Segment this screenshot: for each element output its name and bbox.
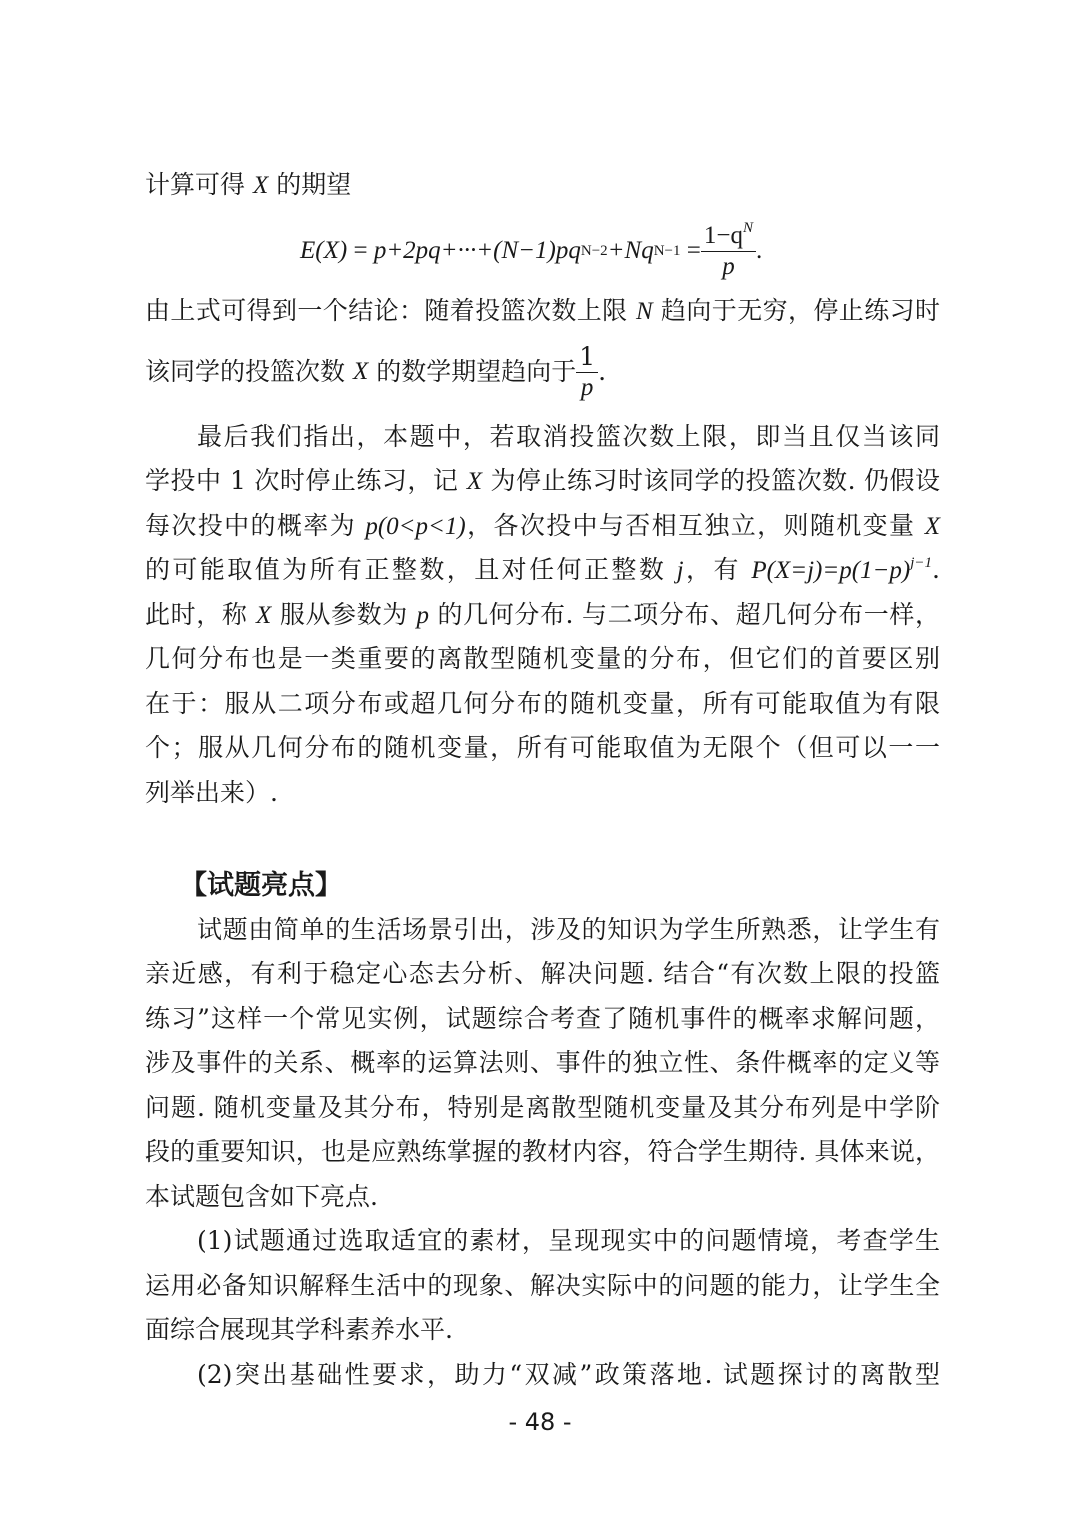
formula-fraction: $\frac{1-q^N}{p}$: [701, 221, 756, 282]
point1-line-2: 运用必备知识解释生活中的现象、解决实际中的问题的能力，让学生全: [145, 1271, 940, 1300]
para2-line-5: 此时，称 X 服从参数为 p 的几何分布. 与二项分布、超几何分布一样，: [145, 600, 940, 629]
section-heading: 【试题亮点】: [180, 870, 342, 901]
para2-line-3: 每次投中的概率为 p(0<p<1)，各次投中与否相互独立，则随机变量 X: [145, 511, 940, 540]
point1-line-3: 面综合展现其学科素养水平.: [145, 1315, 453, 1344]
para3-line-1: 试题由简单的生活场景引出，涉及的知识为学生所熟悉，让学生有: [197, 915, 940, 944]
para3-line-7: 本试题包含如下亮点.: [145, 1182, 378, 1211]
para3-line-4: 涉及事件的关系、概率的运算法则、事件的独立性、条件概率的定义等: [145, 1048, 940, 1077]
para3-line-2: 亲近感，有利于稳定心态去分析、解决问题. 结合“有次数上限的投篮: [145, 959, 940, 988]
para2-line-6: 几何分布也是一类重要的离散型随机变量的分布，但它们的首要区别: [145, 644, 940, 673]
page-number: - 48 -: [508, 1408, 572, 1436]
limit-fraction: $\frac{1}{p}$: [576, 342, 598, 403]
para2-line-2: 学投中 1 次时停止练习，记 X 为停止练习时该同学的投篮次数. 仍假设: [145, 466, 940, 495]
conclusion-line-1: 由上式可得到一个结论：随着投篮次数上限 N 趋向于无穷，停止练习时: [145, 296, 940, 325]
conclusion-line-2: 该同学的投篮次数 X 的数学期望趋向于 $\frac{1}{p}$ .: [145, 341, 607, 401]
para3-line-3: 练习”这样一个常见实例，试题综合考查了随机事件的概率求解问题，: [145, 1004, 940, 1033]
para3-line-5: 问题. 随机变量及其分布，特别是离散型随机变量及其分布列是中学阶: [145, 1093, 940, 1122]
para2-line-8: 个；服从几何分布的随机变量，所有可能取值为无限个（但可以一一: [145, 733, 940, 762]
expectation-formula: E(X) = p+2pq+···+(N−1)pq N−2 +Nq N−1 = $\frac{1-q^N}{p}$ .: [300, 219, 763, 280]
para2-line-1: 最后我们指出，本题中，若取消投篮次数上限，即当且仅当该同: [197, 422, 940, 451]
para2-line-7: 在于：服从二项分布或超几何分布的随机变量，所有可能取值为有限: [145, 689, 940, 718]
para2-line-9: 列举出来）.: [145, 778, 278, 807]
point1-line-1: (1)试题通过选取适宜的素材，呈现现实中的问题情境，考查学生: [197, 1226, 940, 1255]
intro-line: 计算可得 X 的期望: [145, 170, 352, 199]
para3-line-6: 段的重要知识，也是应熟练掌握的教材内容，符合学生期待. 具体来说，: [145, 1137, 940, 1166]
point2-line-1: (2)突出基础性要求，助力“双减”政策落地. 试题探讨的离散型: [197, 1360, 940, 1389]
para2-line-4: 的可能取值为所有正整数，且对任何正整数 j，有 $P(X=j)=p(1-p)^{j-1}$.: [145, 555, 940, 584]
